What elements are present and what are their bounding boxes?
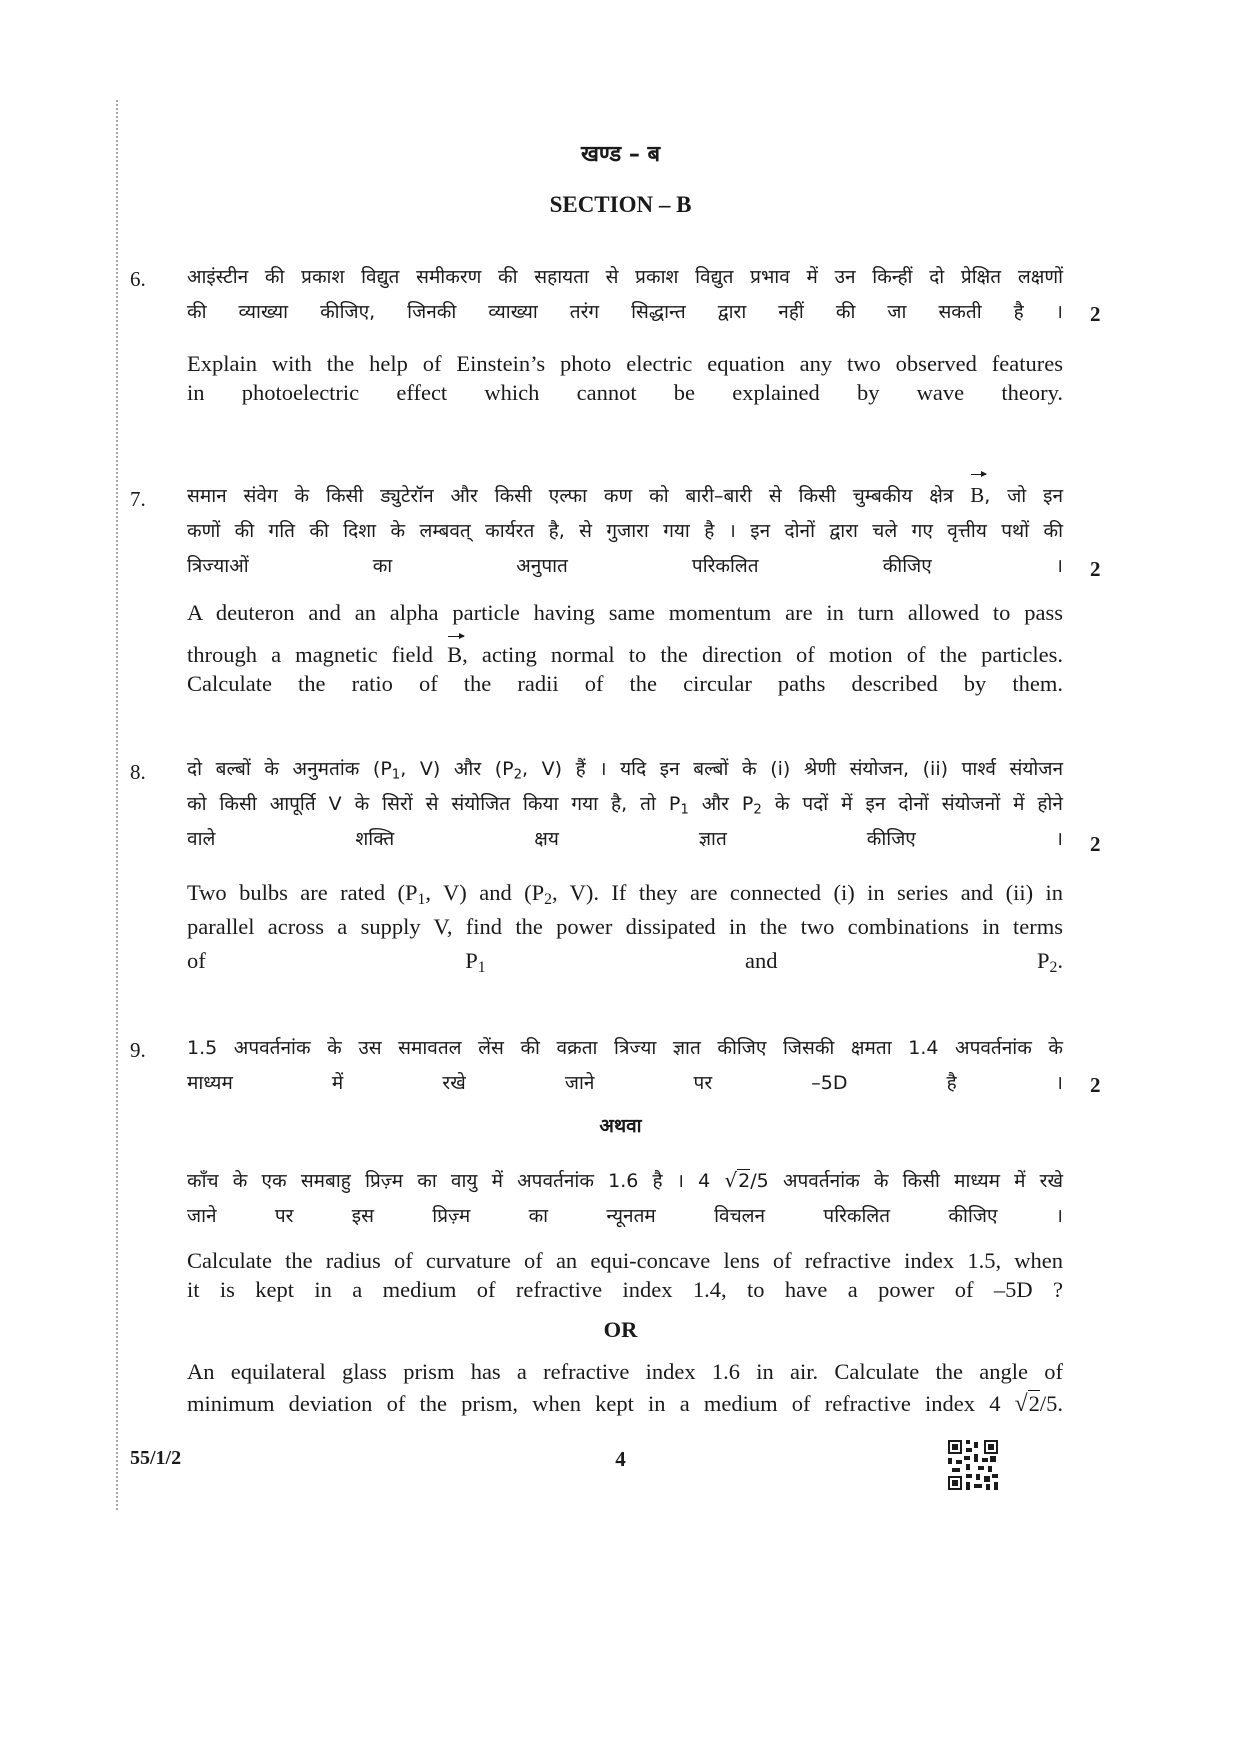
question-7-hindi: समान संवेग के किसी ड्युटेरॉन और किसी एल्फा कण को बारी–बारी से किसी चुम्बकीय क्षेत्र B, जो इन कणों की गति की दिशा के लम्बवत् कार्यरत है, से गुजारा गया है । इन दोनों द्वारा चले गए वृत्तीय पथों की त्रिज्याओं का अनुपात परिकलित कीजिए । <box>187 478 1063 584</box>
qr-code-icon <box>948 1440 998 1490</box>
section-heading-hindi: खण्ड – ब <box>580 142 661 167</box>
question-9-alternative-hindi: काँच के एक समबाहु प्रिज़्म का वायु में अपवर्तनांक 1.6 है । 4 √2/5 अपवर्तनांक के किसी माध्यम में रखे जाने पर इस प्रिज़्म का न्यूनतम विचलन परिकलित कीजिए । <box>187 1163 1063 1234</box>
question-6-english: Explain with the help of Einstein’s photo electric equation any two observed features in photoelectric effect which cannot be explained by wave theory. <box>187 351 1063 405</box>
margin-dotted-line <box>116 100 118 1510</box>
question-8-english: Two bulbs are rated ($P_1$, V) and ($P_2$, V). If they are connected (i) in series and (ii) in parallel across a supply V, find the power dissipated in the two combinations in terms of $P_1$ and $P_2$. <box>187 880 1063 976</box>
question-8-hindi: दो बल्बों के अनुमतांक ($P_1$, V) और ($P_2$, V) हैं । यदि इन बल्बों के (i) श्रेणी संयोजन, (ii) पार्श्व संयोजन को किसी आपूर्ति V के सिरों से संयोजित किया गया है, तो $P_1$ और $P_2$ के पदों में इन दोनों संयोजनों में होने वाले शक्ति क्षय ज्ञात कीजिए । <box>187 758 1063 850</box>
question-7-marks: 2 <box>1090 557 1101 581</box>
or-hindi: अथवा <box>599 1115 642 1137</box>
question-9-hindi: 1.5 अपवर्तनांक के उस समावतल लेंस की वक्रता त्रिज्या ज्ञात कीजिए जिसकी क्षमता 1.4 अपवर्तनांक के माध्यम में रखे जाने पर –5D है । <box>187 1037 1063 1094</box>
paper-code: 55/1/2 <box>130 1447 182 1469</box>
question-7-number: 7. <box>130 487 146 511</box>
magnetic-field-vector-en: B <box>447 642 463 667</box>
magnetic-field-vector: B <box>970 478 984 513</box>
section-heading-english: SECTION – B <box>549 192 692 217</box>
question-9-marks: 2 <box>1090 1073 1101 1097</box>
sqrt-symbol: √2 <box>724 1168 751 1192</box>
sqrt-symbol-en: √2 <box>1014 1391 1040 1417</box>
question-9-number: 9. <box>130 1038 146 1062</box>
question-6-marks: 2 <box>1090 302 1101 326</box>
question-9-alternative-english: An equilateral glass prism has a refractive index 1.6 in air. Calculate the angle of minimum deviation of the prism, when kept in a medium of refractive index 4 √2/5. <box>187 1359 1064 1417</box>
page-number: 4 <box>615 1447 626 1471</box>
question-8-marks: 2 <box>1090 832 1101 856</box>
question-6-hindi: आइंस्टीन की प्रकाश विद्युत समीकरण की सहायता से प्रकाश विद्युत प्रभाव में उन किन्हीं दो प्रेक्षित लक्षणों की व्याख्या कीजिए, जिनकी व्याख्या तरंग सिद्धान्त द्वारा नहीं की जा सकती है । <box>187 266 1063 323</box>
question-9-english: Calculate the radius of curvature of an equi-concave lens of refractive index 1.5, when it is kept in a medium of refractive index 1.4, to have a power of –5D ? <box>187 1248 1063 1302</box>
or-english: OR <box>603 1317 638 1342</box>
question-6-number: 6. <box>130 267 146 291</box>
question-7-english: A deuteron and an alpha particle having same momentum are in turn allowed to pass through a magnetic field B, acting normal to the direction of motion of the particles. Calculate the ratio of the radii of the circular paths described by them. <box>187 600 1063 696</box>
question-8-number: 8. <box>130 760 146 784</box>
